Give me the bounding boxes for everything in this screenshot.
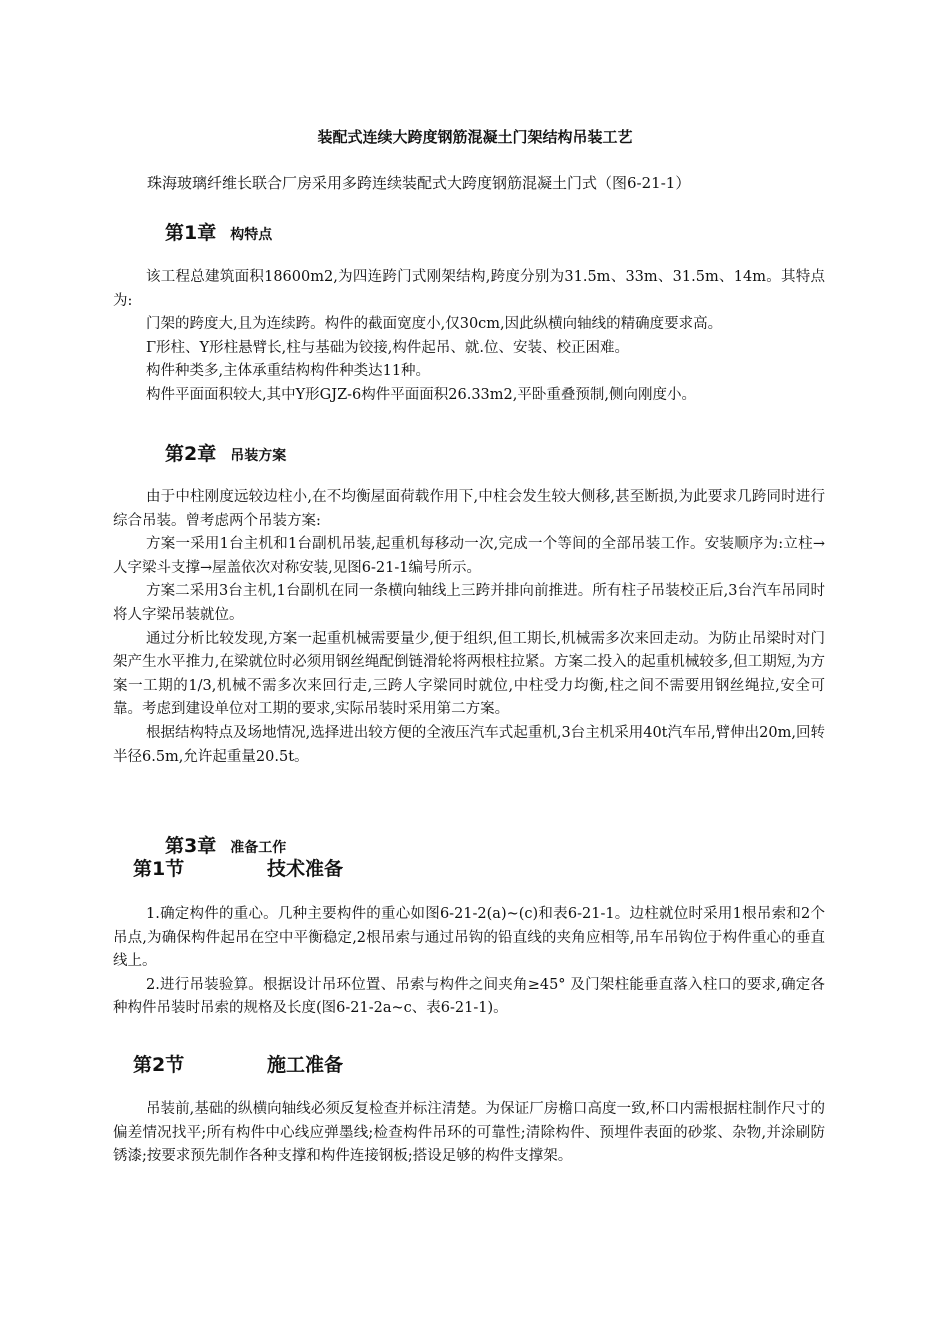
section-2-body <box>113 1098 825 1169</box>
chapter-2-heading <box>165 439 286 466</box>
paragraph: 1.确定构件的重心。几种主要构件的重心如图6-21-2(a)~(c)和表6-21-1。边柱就位时采用1根吊索和2个吊点,为确保构件起吊在空中平衡稳定,2根吊索与通过吊钩的铅直线的夹角应相等,吊车吊钩位于构件重心的垂直线上。 <box>113 906 825 970</box>
section-1-heading <box>133 854 344 881</box>
section-1-body <box>113 903 825 1021</box>
paragraph: 由于中柱刚度远较边柱小,在不均衡屋面荷载作用下,中柱会发生较大侧移,甚至断损,为此要求几跨同时进行综合吊装。曾考虑两个吊装方案: <box>113 489 825 529</box>
section-2-number: 第2节 <box>133 1054 185 1076</box>
chapter-1-body <box>113 266 825 408</box>
paragraph: 通过分析比较发现,方案一起重机械需要量少,便于组织,但工期长,机械需多次来回走动。为防止吊梁时对门架产生水平推力,在梁就位时必须用钢丝绳配倒链滑轮将两根柱拉紧。方案二投入的起重机械较多,但工期短,为方案一工期的1/3,机械不需多次来回行走,三跨人字梁同时就位,中柱受力均衡,柱之间不需要用钢丝绳拉,安全可靠。考虑到建设单位对工期的要求,实际吊装时采用第二方案。 <box>113 630 825 718</box>
chapter-1-number: 第1章 <box>165 222 217 244</box>
chapter-2-number: 第2章 <box>165 443 217 465</box>
paragraph: 该工程总建筑面积18600m2,为四连跨门式刚架结构,跨度分别为31.5m、33m、31.5m、14m。其特点为: <box>113 269 825 309</box>
paragraph: 构件平面面积较大,其中Y形GJZ-6构件平面面积26.33m2,平卧重叠预制,侧向刚度小。 <box>146 386 696 403</box>
chapter-1-heading <box>165 218 272 245</box>
paragraph: Γ形柱、Y形柱悬臂长,柱与基础为铰接,构件起吊、就.位、安装、校正困难。 <box>146 339 629 356</box>
section-1-title: 技术准备 <box>267 858 344 880</box>
intro-paragraph: 珠海玻璃纤维长联合厂房采用多跨连续装配式大跨度钢筋混凝土门式（图6-21-1） <box>147 174 691 192</box>
chapter-2-body <box>113 486 825 769</box>
paragraph: 门架的跨度大,且为连续跨。构件的截面宽度小,仅30cm,因此纵横向轴线的精确度要求高。 <box>146 316 723 333</box>
section-1-number: 第1节 <box>133 858 185 880</box>
chapter-3-number: 第3章 <box>165 835 217 857</box>
chapter-1-title: 构特点 <box>230 227 273 243</box>
paragraph: 2.进行吊装验算。根据设计吊环位置、吊索与构件之间夹角≥45° 及门架柱能垂直落入柱口的要求,确定各种构件吊装时吊索的规格及长度(图6-21-2a~c、表6-21-1)。 <box>113 976 825 1017</box>
document-title: 装配式连续大跨度钢筋混凝土门架结构吊装工艺 <box>317 128 633 146</box>
chapter-2-title: 吊装方案 <box>230 448 287 464</box>
paragraph: 根据结构特点及场地情况,选择进出较方便的全液压汽车式起重机,3台主机采用40t汽车吊,臂伸出20m,回转半径6.5m,允许起重量20.5t。 <box>113 724 825 765</box>
paragraph: 方案一采用1台主机和1台副机吊装,起重机每移动一次,完成一个等间的全部吊装工作。安装顺序为:立柱→人字梁斗支撑→屋盖依次对称安装,见图6-21-1编号所示。 <box>113 536 825 576</box>
paragraph: 构件种类多,主体承重结构构件种类达11种。 <box>146 363 431 380</box>
paragraph: 吊装前,基础的纵横向轴线必须反复检查并标注清楚。为保证厂房檐口高度一致,杯口内需根据柱制作尺寸的偏差情况找平;所有构件中心线应弹墨线;检查构件吊环的可靠性;清除构件、预埋件表面的砂浆、杂物,并涂刷防锈漆;按要求预先制作各种支撑和构件连接钢板;搭设足够的构件支撑架。 <box>113 1101 825 1165</box>
section-2-heading <box>133 1050 344 1077</box>
paragraph: 方案二采用3台主机,1台副机在同一条横向轴线上三跨并排向前推进。所有柱子吊装校正后,3台汽车吊同时将人字梁吊装就位。 <box>113 583 825 623</box>
chapter-3-title: 准备工作 <box>230 840 287 856</box>
section-2-title: 施工准备 <box>267 1054 344 1076</box>
